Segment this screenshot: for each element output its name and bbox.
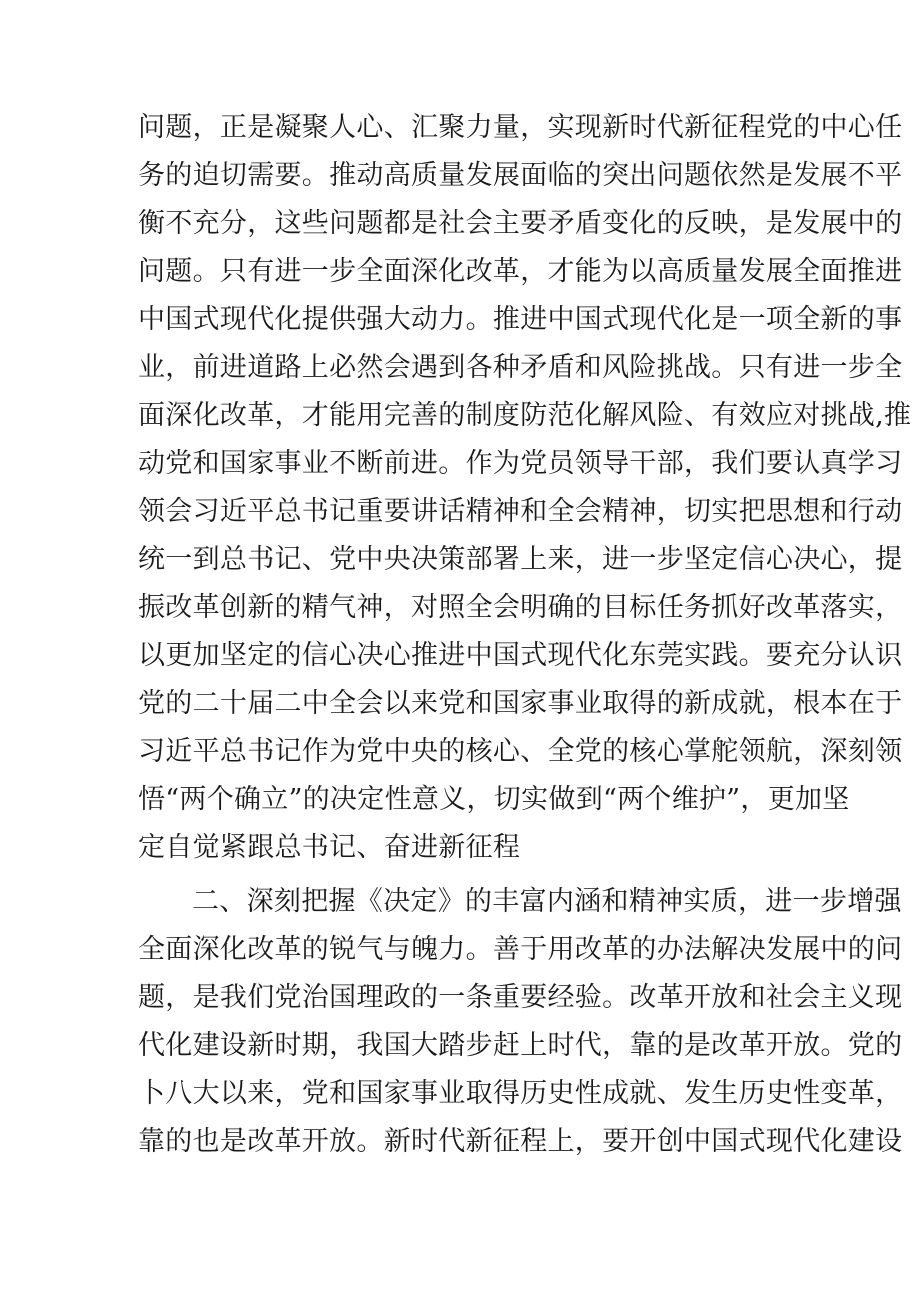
text-line: 靠的也是改革开放。新时代新征程上，要开创中国式现代化建设 (138, 1126, 903, 1157)
text-line: 动党和国家事业不断前进。作为党员领导干部，我们要认真学习 (138, 448, 903, 479)
text-line: 卜八大以来，党和国家事业取得历史性成就、发生历史性变革， (138, 1078, 903, 1109)
text-line: 以更加坚定的信心决心推进中国式现代化东莞实践。要充分认识 (138, 640, 903, 671)
text-line: 代化建设新时期，我国大踏步赶上时代，靠的是改革开放。党的 (138, 1030, 903, 1061)
text-line: 振改革创新的精气神，对照全会明确的目标任务抓好改革落实， (138, 592, 903, 623)
text-line: 面深化改革，才能用完善的制度防范化解风险、有效应对挑战,推 (138, 400, 912, 431)
text-line: 全面深化改革的锐气与魄力。善于用改革的办法解决发展中的问 (138, 934, 903, 965)
text-line: 统一到总书记、党中央决策部署上来，进一步坚定信心决心，提 (138, 544, 903, 575)
text-line: 业，前进道路上必然会遇到各种矛盾和风险挑战。只有进一步全 (138, 352, 903, 383)
text-line: 习近平总书记作为党中央的核心、全党的核心掌舵领航，深刻领 (138, 736, 903, 767)
text-line: 领会习近平总书记重要讲话精神和全会精神，切实把思想和行动 (138, 496, 903, 527)
text-line: 问题。只有进一步全面深化改革，才能为以高质量发展全面推进 (138, 256, 903, 287)
text-line: 务的迫切需要。推动高质量发展面临的突出问题依然是发展不平 (138, 160, 903, 191)
text-line: 中国式现代化提供强大动力。推进中国式现代化是一项全新的事 (138, 304, 903, 335)
text-line: 衡不充分，这些问题都是社会主要矛盾变化的反映，是发展中的 (138, 208, 903, 239)
text-line: 悟“两个确立”的决定性意义，切实做到“两个维护”，更加坚 (138, 784, 850, 815)
section-heading-line: 二、深刻把握《决定》的丰富内涵和精神实质，进一步增强 (192, 886, 902, 917)
text-line: 党的二十届二中全会以来党和国家事业取得的新成就，根本在于 (138, 688, 903, 719)
text-line: 定自觉紧跟总书记、奋进新征程 (138, 832, 521, 863)
text-line: 问题，正是凝聚人心、汇聚力量，实现新时代新征程党的中心任 (138, 112, 903, 143)
text-line: 题，是我们党治国理政的一条重要经验。改革开放和社会主义现 (138, 982, 903, 1013)
